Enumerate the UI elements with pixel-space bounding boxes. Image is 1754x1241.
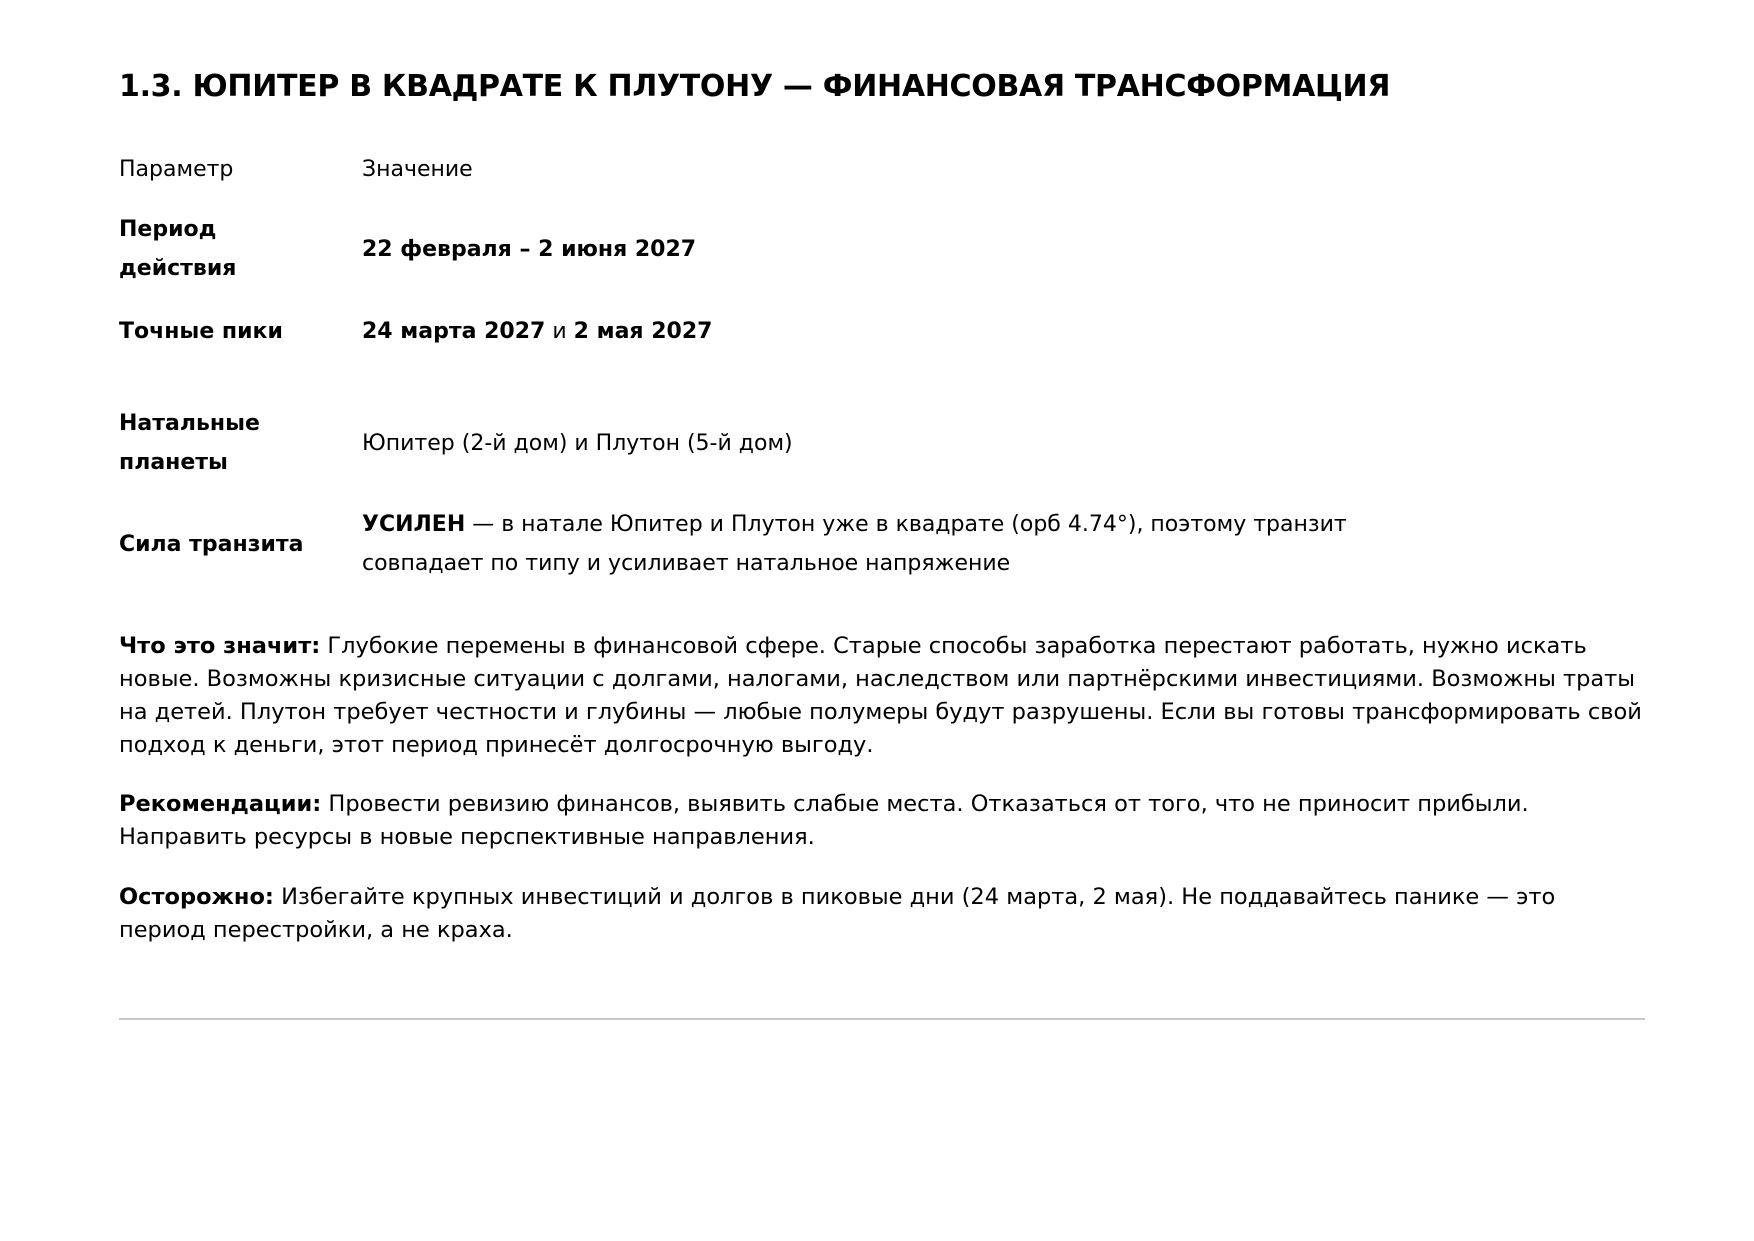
paragraph-lead: Осторожно: [119,884,274,910]
caution-paragraph [119,881,1645,947]
paragraph-text: Избегайте крупных инвестиций и долгов в пиковые дни (24 марта, 2 мая). Не поддавайтесь панике — это период перестройки, а не краха. [119,884,1556,943]
meaning-paragraph [119,630,1645,762]
row-label: Натальные планеты [119,411,260,475]
table-row-natal [119,404,1419,482]
paragraph-text: Глубокие перемены в финансовой сфере. Старые способы заработка перестают работать, нужно искать новые. Возможны кризисные ситуации с долгами, налогами, наследством или партнёрскими инвестициями. Возможны траты на детей. Плутон требует честности и глубины — любые полумеры будут разрушены. Если вы готовы трансформировать свой подход к деньги, этот период принесёт долгосрочную выгоду. [119,633,1642,758]
table-row-period [119,210,1419,288]
header-param: Параметр [119,157,234,182]
section-divider [119,1018,1645,1020]
table-row-peaks [119,312,1419,351]
row-value [362,505,1419,583]
row-label: Точные пики [119,319,283,344]
section-title: 1.3. ЮПИТЕР В КВАДРАТЕ К ПЛУТОНУ — ФИНАНСОВАЯ ТРАНСФОРМАЦИЯ [119,69,1391,104]
row-label: Период действия [119,217,237,281]
paragraph-lead: Рекомендации: [119,791,322,817]
strength-badge: УСИЛЕН [362,512,466,537]
row-value: Юпитер (2-й дом) и Плутон (5-й дом) [362,430,793,456]
row-value [362,312,1419,351]
row-value: 22 февраля – 2 июня 2027 [362,236,697,262]
row-label: Сила транзита [119,531,304,557]
table-header-row [119,150,1419,189]
table-row-strength [119,505,1419,583]
header-value: Значение [362,157,473,182]
peak-date-1: 24 марта 2027 [362,319,546,344]
paragraph-lead: Что это значит: [119,633,321,659]
paragraph-text: Провести ревизию финансов, выявить слабые места. Отказаться от того, что не приносит прибыли. Направить ресурсы в новые перспективные направления. [119,791,1529,850]
recommendations-paragraph [119,788,1645,854]
peak-joiner: и [545,319,574,344]
strength-description: — в натале Юпитер и Плутон уже в квадрате (орб 4.74°), поэтому транзит совпадает по типу и усиливает натальное напряжение [362,512,1347,576]
peak-date-2: 2 мая 2027 [573,319,713,344]
